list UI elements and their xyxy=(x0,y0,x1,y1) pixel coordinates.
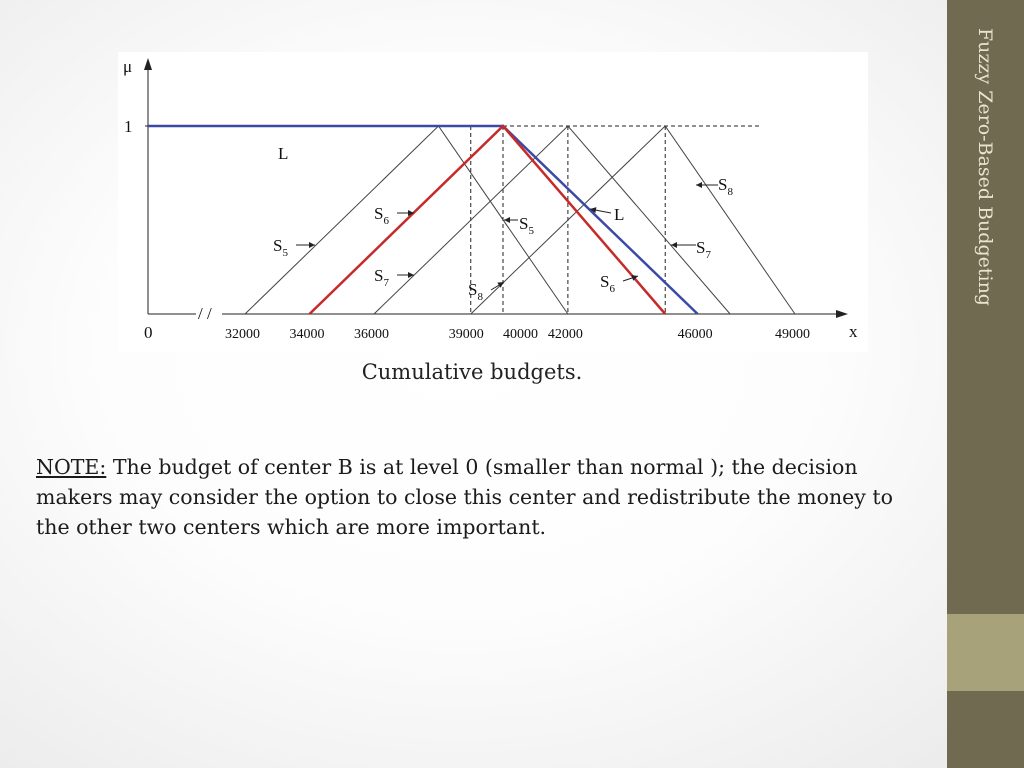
x-tick-label-40000: 40000 xyxy=(503,327,538,342)
sidebar-accent-block xyxy=(947,614,1024,691)
annotation-subscript: 8 xyxy=(477,291,483,303)
x-tick-label-49000: 49000 xyxy=(775,327,810,342)
sidebar-title: Fuzzy Zero-Based Budgeting xyxy=(974,28,996,306)
x-tick-label-34000: 34000 xyxy=(289,327,325,342)
series-annotation-s7-3: $S_7$ xyxy=(374,266,389,289)
series-annotation-s8-4: $S_8$ xyxy=(468,280,483,303)
x-tick-label-42000: 42000 xyxy=(547,327,583,342)
annotation-arrowhead-3 xyxy=(408,272,414,278)
note-text: The budget of center B is at level 0 (smaller than normal ); the decision makers may consider the option to close this center and redistribute the money to the other two centers which are more important. xyxy=(36,455,893,539)
series-annotation-s5-1: $S_5$ xyxy=(273,236,288,259)
annotation-subscript: 5 xyxy=(528,225,534,237)
x-tick-label-32000: 32000 xyxy=(225,327,260,342)
series-annotation-s7-8: $S_7$ xyxy=(696,238,711,261)
axis-break-symbol: / / xyxy=(198,304,212,323)
y-axis-label: μ xyxy=(123,57,133,76)
series-line-s7 xyxy=(374,126,730,314)
annotation-subscript: 8 xyxy=(727,186,733,198)
note-label: NOTE: xyxy=(36,455,107,479)
x-tick-label-36000: 36000 xyxy=(354,327,389,342)
series-annotation-s6-9: $S_6$ xyxy=(600,272,615,295)
x-axis-label: x xyxy=(849,322,858,341)
series-annotation-l-6: L xyxy=(614,205,625,224)
x-tick-label-39000: 39000 xyxy=(448,327,484,342)
y-axis-arrow xyxy=(144,58,152,70)
annotation-subscript: 7 xyxy=(705,249,711,261)
series-annotation-s6-2: $S_6$ xyxy=(374,204,389,227)
annotation-subscript: 7 xyxy=(383,277,389,289)
series-annotation-l-0: L xyxy=(278,144,289,163)
series-annotation-s5-5: $S_5$ xyxy=(519,214,534,237)
series-annotation-s8-7: $S_8$ xyxy=(718,175,733,198)
annotation-arrowhead-7 xyxy=(696,182,702,188)
y-tick-label-1: 1 xyxy=(124,117,133,136)
chart-area xyxy=(118,52,868,352)
chart-caption: Cumulative budgets. xyxy=(361,360,583,384)
sidebar xyxy=(947,0,1024,768)
x-tick-label-46000: 46000 xyxy=(677,327,713,342)
annotation-subscript: 5 xyxy=(282,247,288,259)
x-axis-arrow xyxy=(836,310,848,318)
note-paragraph xyxy=(36,452,916,542)
origin-label: 0 xyxy=(144,323,153,342)
membership-chart xyxy=(118,52,868,352)
annotation-subscript: 6 xyxy=(609,283,615,295)
annotation-subscript: 6 xyxy=(383,215,389,227)
